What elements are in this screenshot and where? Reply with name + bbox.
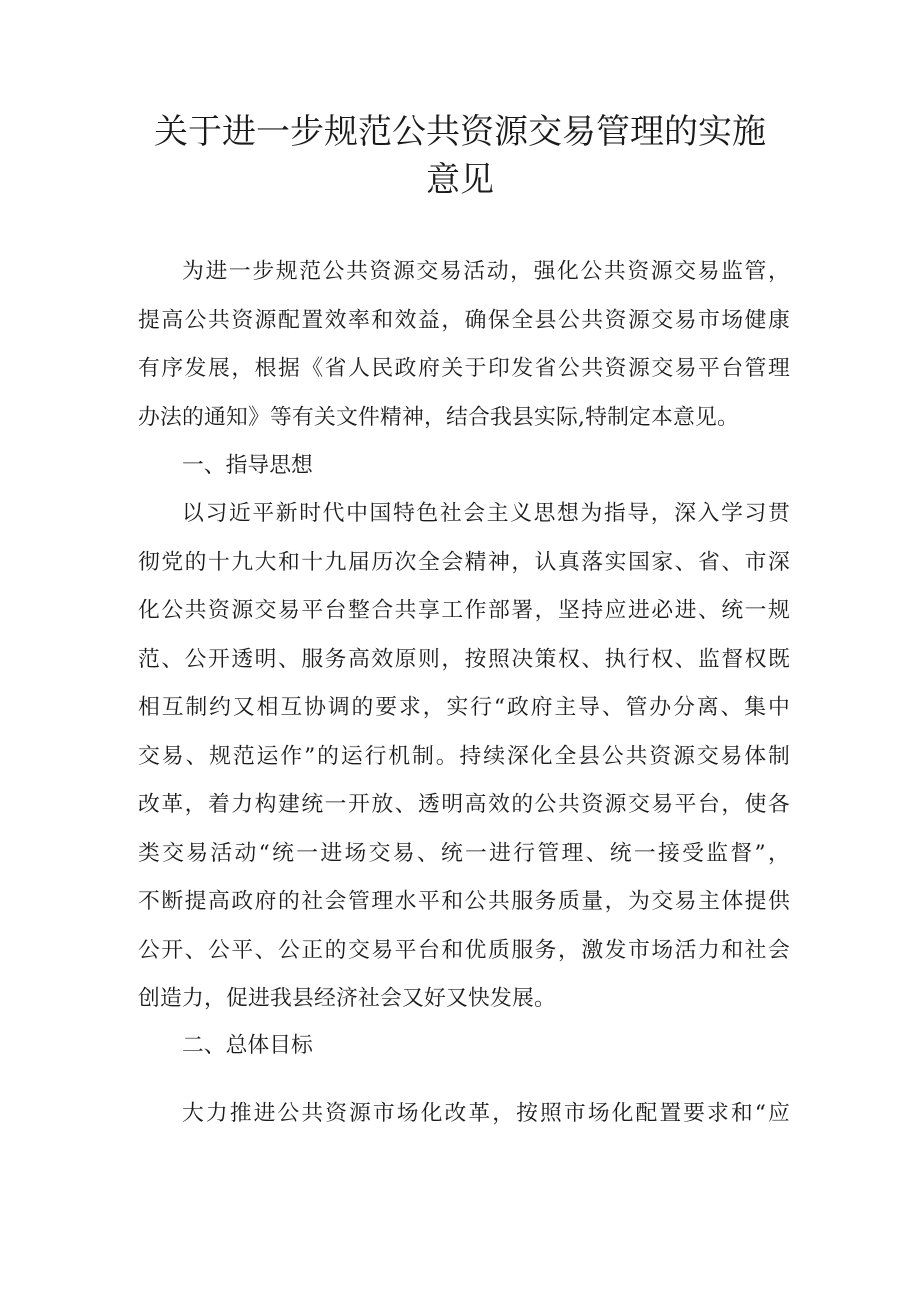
- paragraph-line: 大力推进公共资源市场化改革，按照市场化配置要求和“应: [182, 1101, 790, 1126]
- paragraph-line: 提高公共资源配置效率和效益，确保全县公共资源交易市场健康: [138, 307, 790, 333]
- title-line-1: 关于进一步规范公共资源交易管理的实施: [154, 112, 766, 152]
- paragraph-line: 有序发展，根据《省人民政府关于印发省公共资源交易平台管理: [138, 356, 790, 381]
- paragraph-line: 相互制约又相互协调的要求，实行“政府主导、管办分离、集中: [138, 695, 790, 720]
- paragraph-line: 彻党的十九大和十九届历次全会精神，认真落实国家、省、市深: [138, 549, 790, 575]
- section-heading-overall-goals: 二、总体目标: [182, 1033, 313, 1058]
- paragraph-line: 以习近平新时代中国特色社会主义思想为指导，深入学习贯: [182, 501, 790, 526]
- paragraph-line: 创造力，促进我县经济社会又好又快发展。: [138, 986, 556, 1011]
- paragraph-line: 类交易活动“统一进场交易、统一进行管理、统一接受监督”，: [138, 840, 790, 866]
- section-heading-guiding-ideology: 一、指导思想: [182, 453, 313, 478]
- paragraph-line: 化公共资源交易平台整合共享工作部署，坚持应进必进、统一规: [138, 598, 790, 623]
- paragraph-line: 办法的通知》等有关文件精神，结合我县实际,特制定本意见。: [138, 404, 740, 430]
- paragraph-line: 不断提高政府的社会管理水平和公共服务质量，为交易主体提供: [138, 889, 790, 914]
- paragraph-line: 为进一步规范公共资源交易活动，强化公共资源交易监管，: [182, 259, 790, 284]
- paragraph-line: 改革，着力构建统一开放、透明高效的公共资源交易平台，使各: [138, 792, 790, 817]
- title-line-2: 意见: [426, 160, 494, 200]
- document-title: [140, 108, 780, 204]
- section2-paragraph: [138, 1090, 790, 1139]
- section1-paragraph: [138, 490, 790, 1024]
- paragraph-line: 交易、规范运作”的运行机制。持续深化全县公共资源交易体制: [138, 743, 790, 769]
- paragraph-line: 公开、公平、公正的交易平台和优质服务，激发市场活力和社会: [138, 937, 790, 963]
- intro-paragraph: [138, 248, 790, 442]
- paragraph-line: 范、公开透明、服务高效原则，按照决策权、执行权、监督权既: [138, 646, 790, 672]
